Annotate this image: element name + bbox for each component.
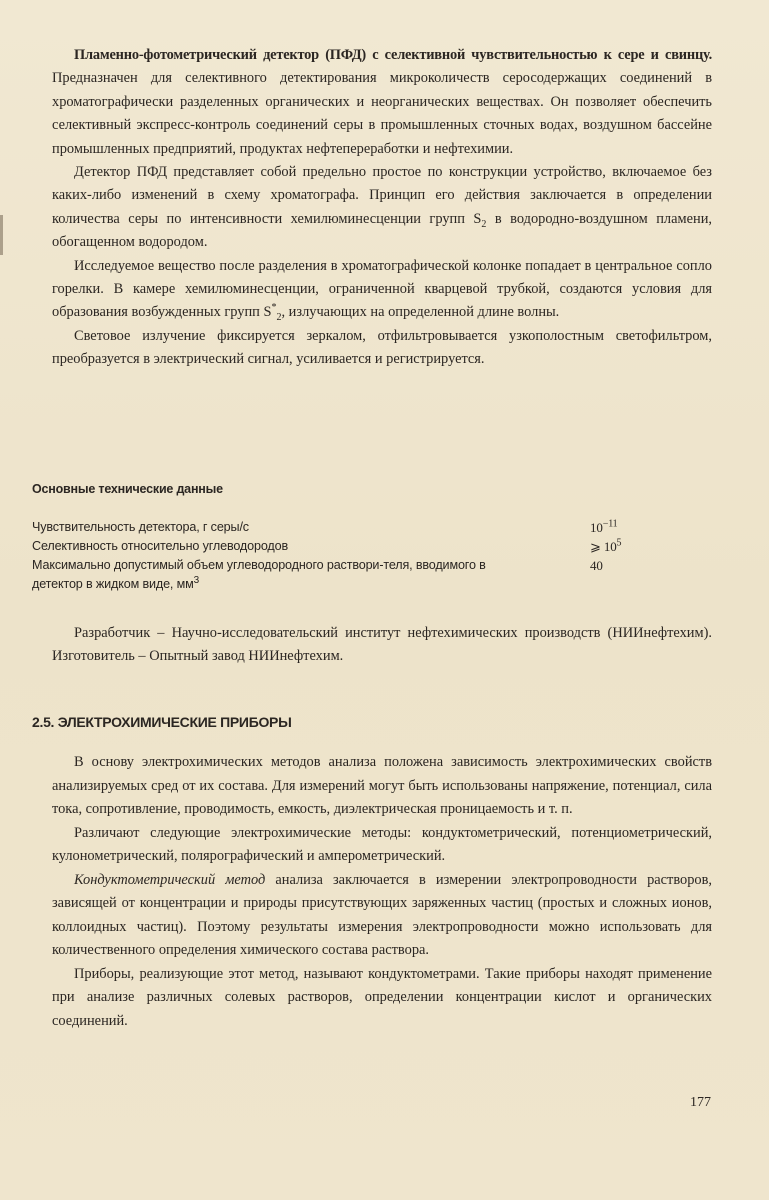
spec-value-sup: −11: [602, 518, 618, 530]
fpd-section: [52, 44, 712, 372]
fpd-paragraph-4: Световое излучение фиксируется зеркалом, отфильтровывается узкополостным светофильтром, преобразуется в электрический сигнал, усиливается и регистрируется.: [52, 327, 712, 368]
spec-value: [590, 518, 618, 537]
fpd-p3-sub: 2: [276, 312, 282, 324]
fpd-paragraph-3: [52, 255, 712, 325]
fpd-p3-text: Исследуемое вещество после разделения в хроматографической колонке попадает в центральное сопло горелки. В камере хемилюминесценции, ограниченной кварцевой трубкой, создаются условия для образования возбужденных групп S: [52, 257, 712, 321]
fpd-p2-text: Детектор ПФД представляет собой предельно простое по конструкции устройство, включаемое без каких-либо изменений в схему хроматографа. Принцип его действия заключается в определении количества серы по интенсивности хемилюминесценции групп S: [52, 164, 712, 227]
margin-mark: [0, 215, 3, 255]
section-paragraph-3: [52, 869, 712, 963]
section-paragraph-1: В основу электрохимических методов анализа положена зависимость электрохимических свойств анализируемых сред от их состава. Для измерений могут быть использованы напряжение, потенциал, сила тока, сопротивление, проводимость, емкость, диэлектрическая проницаемость и т. п.: [52, 754, 712, 817]
specs-block: [32, 482, 652, 594]
fpd-paragraph-2: [52, 161, 712, 255]
page-number: 177: [690, 1095, 711, 1110]
spec-value-base: ⩾ 10: [590, 539, 617, 554]
spec-row: [32, 537, 652, 556]
section-title: 2.5. ЭЛЕКТРОХИМИЧЕСКИЕ ПРИБОРЫ: [32, 714, 292, 730]
spec-label-text: Максимально допустимый объем углеводородного раствори-теля, вводимого в детектор в жидком виде, мм: [32, 558, 486, 591]
fpd-intro-paragraph: [52, 44, 712, 161]
fpd-p3-text-end: , излучающих на определенной длине волны.: [281, 304, 560, 321]
conductometric-term: Кондуктометрический метод: [74, 871, 266, 888]
electrochem-section: [52, 751, 712, 1033]
spec-value-base: 40: [590, 558, 603, 573]
fpd-intro-text: Предназначен для селективного детектирования микроколичеств серосодержащих соединений в хроматографически разделенных органических и неорганических веществах. Он позволяет обеспечить селективный экспресс-контроль соединений серы в промышленных сточных водах, воздушном бассейне промышленных предприятий, продуктах нефтепереработки и нефтехимии.: [52, 70, 712, 157]
spec-value: [590, 537, 621, 556]
spec-value: [590, 556, 603, 575]
spec-label: [32, 556, 512, 594]
spec-value-base: 10: [590, 520, 603, 535]
spec-label: Селективность относительно углеводородов: [32, 539, 288, 553]
spec-label-sup: 3: [193, 574, 200, 586]
fpd-p2-text-end: в водородно-воздушном пламени, обогащенном водородом.: [52, 210, 712, 251]
developer-paragraph: Разработчик – Научно-исследовательский институт нефтехимических производств (НИИнефтехим). Изготовитель – Опытный завод НИИнефтехим.: [52, 625, 712, 665]
section-paragraph-4: Приборы, реализующие этот метод, называют кондуктометрами. Такие приборы находят применение при анализе различных солевых растворов, определении концентрации кислот и органических соединений.: [52, 965, 712, 1029]
spec-value-sup: 5: [616, 537, 622, 549]
specs-heading: Основные технические данные: [32, 482, 223, 496]
section-paragraph-2: Различают следующие электрохимические методы: кондуктометрический, потенциометрический, кулонометрический, полярографический и амперометрический.: [52, 824, 712, 864]
spec-row: [32, 556, 652, 594]
spec-row: [32, 518, 652, 537]
section-p3-text: анализа заключается в измерении электропроводности растворов, зависящей от концентрации и природы присутствующих заряженных частиц (простых и сложных ионов, коллоидных частиц). Поэтому результаты измерения электропроводности можно использовать для количественного определения химического состава раствора.: [52, 871, 713, 958]
spec-label: Чувствительность детектора, г серы/с: [32, 520, 249, 534]
fpd-heading: Пламенно-фотометрический детектор (ПФД) с селективной чувствительностью к сере и свинцу.: [74, 47, 712, 63]
fpd-p3-sup: *: [271, 302, 277, 314]
fpd-p2-sub: 2: [481, 218, 487, 230]
